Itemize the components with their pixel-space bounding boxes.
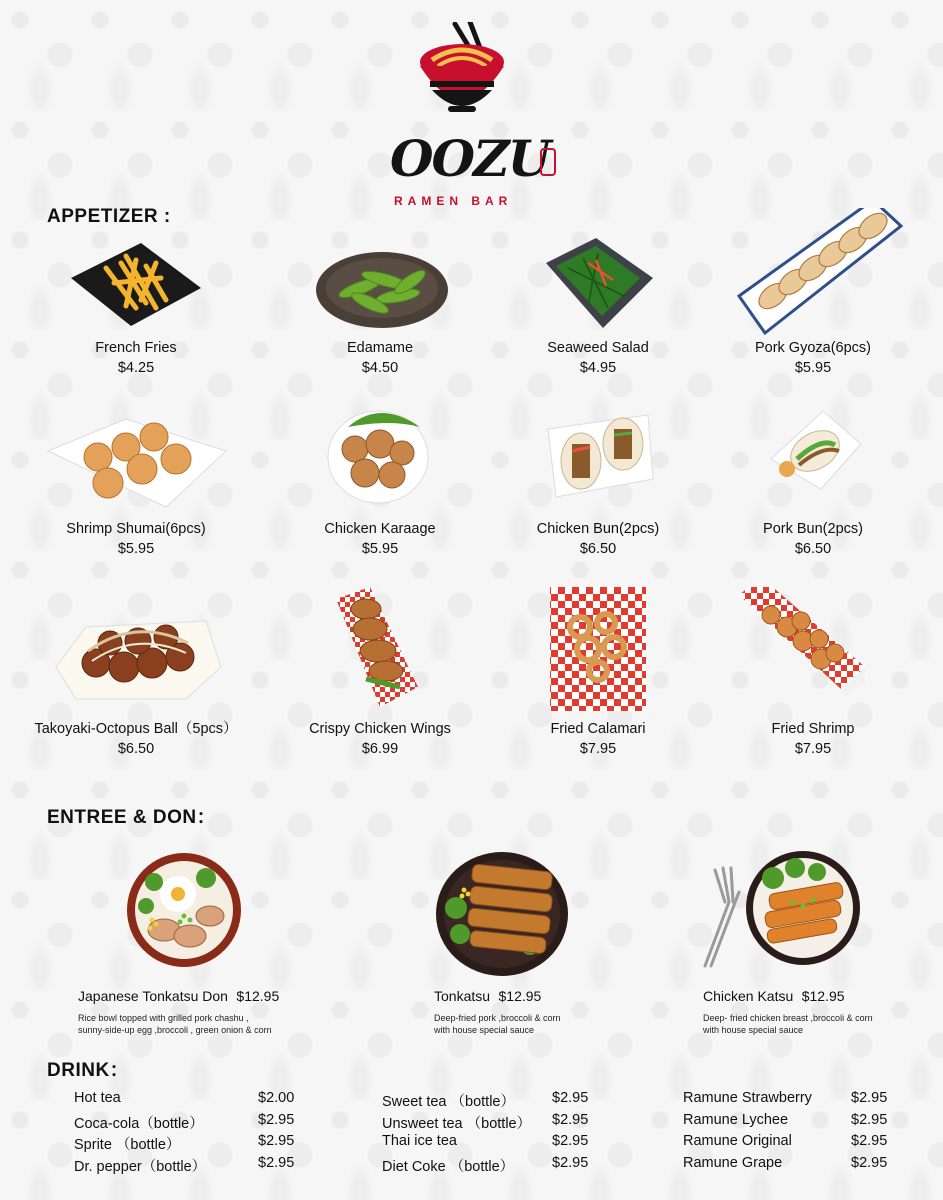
menu-item-pork-gyoza [703, 208, 923, 378]
item-price: $5.95 [361, 541, 399, 557]
pork-gyoza-photo [703, 208, 923, 338]
item-name: Takoyaki-Octopus Ball（5pcs） [34, 721, 238, 737]
drink-row [683, 1133, 903, 1155]
drink-price: $2.95 [552, 1090, 589, 1106]
drink-name: Sweet tea （bottle） [382, 1094, 515, 1110]
drink-heading: DRINK： [47, 1060, 130, 1081]
drink-price: $2.95 [258, 1154, 295, 1171]
edamame-photo [270, 208, 490, 338]
drink-name: Thai ice tea [382, 1133, 457, 1149]
entree-name: Japanese Tonkatsu Don [78, 988, 228, 1004]
fried-calamari-photo [488, 587, 708, 719]
item-price: $6.50 [794, 541, 832, 557]
crispy-chicken-wings-photo [270, 587, 490, 719]
item-name: Seaweed Salad [547, 340, 649, 356]
ramen-bowl-icon [410, 22, 520, 122]
drink-name: Ramune Strawberry [683, 1090, 812, 1106]
item-price: $6.50 [579, 541, 617, 557]
appetizer-heading: APPETIZER : [47, 206, 171, 227]
entree-name: Chicken Katsu [703, 988, 794, 1004]
entree-description-line: Rice bowl topped with grilled pork chashu , [78, 1013, 249, 1023]
item-price: $6.50 [117, 741, 155, 757]
drink-price: $2.95 [552, 1154, 589, 1171]
item-name: Pork Bun(2pcs) [763, 521, 863, 537]
drink-name: Diet Coke （bottle） [382, 1158, 515, 1175]
item-name: Edamame [346, 340, 414, 356]
entree-description-line: Deep-fried pork ,broccoli & corn [434, 1013, 561, 1023]
entree-description [434, 1012, 694, 1036]
drink-column-1 [74, 1090, 304, 1176]
chicken-bun-photo [488, 389, 708, 519]
drink-price: $2.95 [258, 1111, 295, 1128]
drink-row [74, 1133, 304, 1155]
menu-item-japanese-tonkatsu-don [78, 850, 338, 1036]
item-price: $5.95 [794, 360, 832, 376]
logo-wordmark: OOZU [390, 129, 550, 188]
drink-row [74, 1155, 304, 1177]
fried-shrimp-photo [703, 587, 923, 719]
chicken-katsu-bowl-photo [743, 850, 863, 970]
tonkatsu-plate-photo [434, 850, 570, 980]
entree-description-line: Deep- fried chicken breast ,broccoli & corn [703, 1013, 873, 1023]
item-name: Pork Gyoza(6pcs) [754, 340, 872, 356]
menu-item-takoyaki [26, 587, 246, 759]
drink-row [683, 1155, 903, 1177]
menu-item-chicken-bun [488, 389, 708, 559]
item-price: $4.50 [361, 360, 399, 376]
item-name: Shrimp Shumai(6pcs) [66, 521, 206, 537]
menu-item-fried-calamari [488, 587, 708, 759]
drink-row [382, 1155, 602, 1177]
item-name: Fried Shrimp [771, 721, 855, 737]
entree-name: Tonkatsu [434, 988, 491, 1004]
entree-description-line: sunny-side-up egg ,broccoli , green onion & corn [78, 1025, 272, 1035]
seaweed-salad-photo [488, 208, 708, 338]
item-price: $6.99 [361, 741, 399, 757]
item-price: $5.95 [117, 541, 155, 557]
shrimp-shumai-photo [26, 389, 246, 519]
drink-name: Ramune Grape [683, 1154, 783, 1171]
drink-row [382, 1133, 602, 1155]
drink-price: $2.00 [258, 1090, 295, 1106]
drink-price: $2.95 [258, 1133, 295, 1149]
drink-name: Ramune Original [683, 1133, 792, 1149]
drink-price: $2.95 [552, 1111, 589, 1128]
entree-description [703, 1012, 943, 1036]
entree-price: $12.95 [236, 988, 280, 1004]
entree-price: $12.95 [498, 988, 542, 1004]
drink-price: $2.95 [851, 1154, 888, 1171]
drink-row [382, 1112, 602, 1134]
fork-knife-icon [695, 862, 745, 972]
item-price: $4.95 [579, 360, 617, 376]
menu-item-shrimp-shumai [26, 389, 246, 559]
french-fries-photo [26, 208, 246, 338]
item-name: Chicken Bun(2pcs) [536, 521, 660, 537]
entree-description [78, 1012, 338, 1036]
item-price: $4.25 [117, 360, 155, 376]
item-name: French Fries [95, 340, 177, 356]
item-name: Fried Calamari [550, 721, 646, 737]
drink-name: Sprite （bottle） [74, 1137, 181, 1153]
drink-row [74, 1112, 304, 1134]
drink-row [683, 1090, 903, 1112]
entree-price: $12.95 [801, 988, 845, 1004]
menu-item-fried-shrimp [703, 587, 923, 759]
drink-name: Coca-cola（bottle） [74, 1115, 204, 1132]
menu-item-tonkatsu [434, 850, 694, 1036]
pork-bun-photo [703, 389, 923, 519]
drink-name: Ramune Lychee [683, 1111, 789, 1128]
item-price: $7.95 [579, 741, 617, 757]
menu-item-pork-bun [703, 389, 923, 559]
menu-item-edamame [270, 208, 490, 378]
item-price: $7.95 [794, 741, 832, 757]
menu-item-french-fries [26, 208, 246, 378]
menu-item-chicken-karaage [270, 389, 490, 559]
menu-item-crispy-chicken-wings [270, 587, 490, 759]
takoyaki-photo [26, 587, 246, 719]
drink-row [74, 1090, 304, 1112]
item-name: Chicken Karaage [324, 521, 436, 537]
logo-stamp [540, 148, 556, 176]
item-name: Crispy Chicken Wings [309, 721, 451, 737]
drink-price: $2.95 [552, 1133, 589, 1149]
entree-heading: ENTREE & DON： [47, 807, 217, 828]
drink-price: $2.95 [851, 1111, 888, 1128]
drink-row [683, 1112, 903, 1134]
chicken-karaage-photo [270, 389, 490, 519]
logo-subtitle: RAMEN BAR [394, 194, 513, 208]
drink-name: Unsweet tea （bottle） [382, 1115, 532, 1132]
menu-item-chicken-katsu [703, 850, 943, 1036]
drink-row [382, 1090, 602, 1112]
drink-column-3 [683, 1090, 903, 1176]
drink-price: $2.95 [851, 1090, 888, 1106]
tonkatsu-don-bowl-photo [124, 850, 244, 970]
drink-name: Dr. pepper（bottle） [74, 1158, 207, 1175]
drink-column-2 [382, 1090, 602, 1176]
entree-description-line: with house special sauce [434, 1025, 535, 1035]
drink-name: Hot tea [74, 1090, 121, 1106]
entree-description-line: with house special sauce [703, 1025, 804, 1035]
restaurant-logo [380, 22, 570, 208]
menu-item-seaweed-salad [488, 208, 708, 378]
drink-price: $2.95 [851, 1133, 888, 1149]
